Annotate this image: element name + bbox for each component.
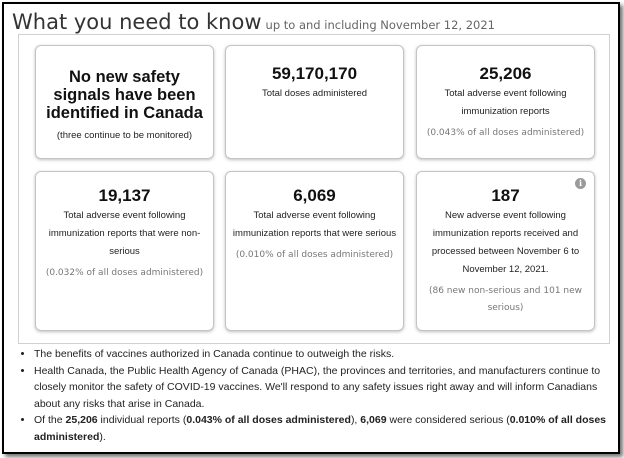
serious-value: 6,069	[293, 186, 336, 205]
key-point-benefits: • The benefits of vaccines authorized in Canada continue to outweigh the risks.	[34, 346, 610, 363]
page-title: What you need to know	[12, 10, 262, 34]
serious-card	[225, 171, 404, 331]
safety-signals-headline: No new safety signals have been identified in Canada	[46, 68, 203, 122]
text-segment: ),	[350, 414, 361, 426]
total-doses-card	[225, 45, 404, 159]
text-segment: were considered serious (	[386, 414, 510, 426]
serious-percent: 0.010% of all doses administered	[34, 414, 606, 443]
new-reports-card	[416, 171, 595, 331]
key-points-list	[18, 346, 610, 445]
new-reports-label: New adverse event following immunization reports received and processed between November 6 to November 12, 2021.	[431, 210, 580, 275]
serious-label: Total adverse event following immunization reports that were serious	[232, 210, 397, 239]
non-serious-card	[35, 171, 214, 331]
text-segment: Of the	[34, 414, 66, 426]
total-reports-value: 25,206	[479, 64, 532, 83]
total-reports-label: Total adverse event following immunization reports	[444, 88, 567, 117]
non-serious-percent: (0.032% of all doses administered)	[45, 268, 204, 278]
total-reports-card	[416, 45, 595, 159]
total-doses-label: Total doses administered	[261, 88, 368, 99]
key-point-monitoring: • Health Canada, the Public Health Agency of Canada (PHAC), the provinces and territories, and manufacturers continue to closely monitor the safety of COVID-19 vaccines. We'll respond to any safety issues right away and will inform Canadians about any risks that arise in Canada.	[34, 363, 610, 413]
summary-panel	[18, 34, 610, 344]
page-frame	[2, 2, 620, 454]
text-segment: ).	[99, 430, 106, 443]
reports-percent: 0.043% of all doses administered	[186, 414, 351, 426]
total-reports-percent: (0.043% of all doses administered)	[426, 128, 585, 138]
non-serious-value: 19,137	[98, 186, 151, 205]
serious-percent: (0.010% of all doses administered)	[235, 250, 394, 260]
reports-count: 25,206	[65, 414, 98, 426]
section-heading	[12, 10, 495, 34]
safety-signals-card	[35, 45, 214, 159]
new-reports-value: 187	[491, 186, 520, 205]
non-serious-label: Total adverse event following immunization reports that were non-serious	[48, 210, 201, 257]
info-icon[interactable]: i	[575, 178, 586, 189]
text-segment: individual reports (	[97, 414, 187, 426]
date-subtitle: up to and including November 12, 2021	[265, 18, 495, 32]
safety-signals-note: (three continue to be monitored)	[56, 130, 193, 141]
key-point-reports	[34, 412, 610, 445]
serious-count: 6,069	[360, 414, 387, 426]
new-reports-breakdown: (86 new non-serious and 101 new serious)	[428, 286, 583, 313]
total-doses-value: 59,170,170	[271, 64, 358, 83]
